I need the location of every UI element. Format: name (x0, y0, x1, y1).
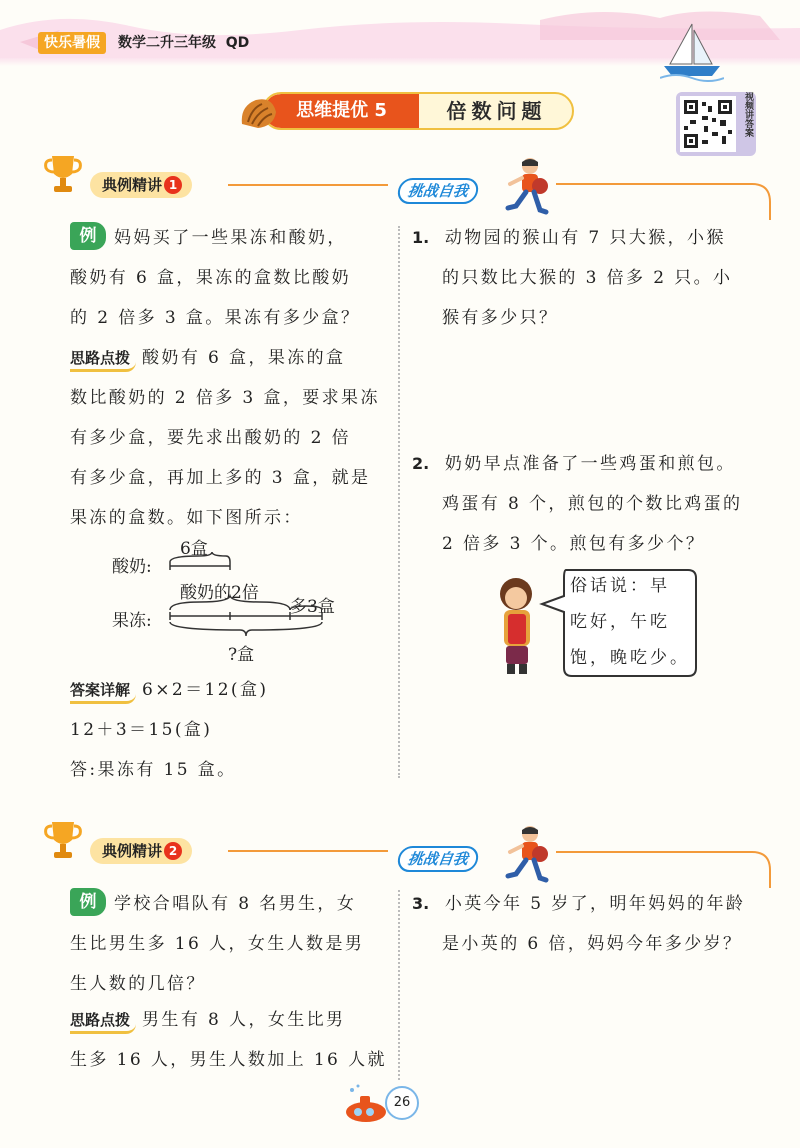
question-2-number: 2. (412, 454, 430, 473)
hint-label: 思路点拨 (70, 1009, 136, 1034)
section1-line-right (556, 180, 776, 220)
answer1-line: 答案详解 6×2＝12(盒) (70, 670, 390, 710)
answer1 (70, 670, 390, 790)
diagram-bottom: ?盒 (228, 645, 255, 665)
example1 (70, 218, 390, 338)
submarine-icon (340, 1082, 390, 1126)
hint-label: 思路点拨 (70, 347, 136, 372)
diagram-row2-label: 果冻: (112, 611, 152, 631)
section2-label-text: 典例精讲 (102, 842, 163, 860)
section2-challenge-badge: 挑战自我 (396, 846, 480, 872)
hint1-line: 有多少盒，要先求出酸奶的 2 倍 (70, 428, 352, 448)
question-1-number: 1. (412, 228, 430, 247)
section2-number: 2 (164, 842, 182, 860)
trophy-icon (44, 154, 82, 196)
hint1-line: 果冻的盒数。如下图所示： (70, 508, 303, 528)
hint2-line: 思路点拨 男生有 8 人，女生比男 (70, 1000, 400, 1040)
trophy-icon (44, 820, 82, 862)
example2 (70, 884, 390, 1004)
example2-line: 例 学校合唱队有 8 名男生，女 (70, 884, 390, 924)
hint1-line: 数比酸奶的 2 倍多 3 盒，要求果冻 (70, 388, 380, 408)
question-3-number: 3. (412, 894, 430, 913)
hint1 (70, 338, 400, 538)
question-2: 2. 奶奶早点准备了一些鸡蛋和煎包。 鸡蛋有 8 个，煎包的个数比鸡蛋的 2 倍多 3 个。煎包有多少个？ (412, 454, 743, 554)
qr-caption: 视频讲答案 (743, 92, 753, 137)
shell-icon (238, 94, 278, 130)
hint2-line: 生多 16 人，男生人数加上 16 人就 (70, 1050, 387, 1070)
section1-number: 1 (164, 176, 182, 194)
section1-label (90, 172, 192, 198)
example-badge: 例 (70, 222, 106, 250)
example2-line: 生人数的几倍？ (70, 974, 206, 994)
example-badge: 例 (70, 888, 106, 916)
section2-label (90, 838, 192, 864)
hint2 (70, 1000, 400, 1080)
diagram-lines (160, 552, 340, 642)
section1-label-text: 典例精讲 (102, 176, 163, 194)
example1-line: 酸奶有 6 盒，果冻的盒数比酸奶 (70, 268, 352, 288)
section1-line-left (228, 184, 388, 186)
question-1: 1. 动物园的猴山有 7 只大猴，小猴 的只数比大猴的 3 倍多 2 只。小 猴有多少只？ (412, 228, 733, 328)
diagram-row2-extra: 多3盒 (290, 597, 335, 617)
grandma-icon (492, 574, 542, 678)
speech-bubble-text: 俗话说：早 吃好，午吃 饱，晚吃少。 (570, 576, 690, 668)
section2-line-left (228, 850, 388, 852)
hint1-line: 思路点拨 酸奶有 6 盒，果冻的盒 (70, 338, 400, 378)
example2-line: 生比男生多 16 人，女生人数是男 (70, 934, 365, 954)
answer-label: 答案详解 (70, 679, 136, 704)
lesson-title-bar (262, 92, 574, 130)
page-number: 26 (385, 1086, 419, 1120)
example1-line: 例 妈妈买了一些果冻和酸奶， (70, 218, 390, 258)
answer1-line: 答:果冻有 15 盒。 (70, 760, 237, 780)
lesson-prefix: 思维提优 5 (264, 94, 419, 128)
series-title: 数学二升三年级 QD (118, 35, 250, 51)
answer1-line: 12＋3＝15(盒) (70, 720, 213, 740)
diagram-row2-top: 酸奶的2倍 (180, 583, 259, 603)
diagram-row1-label: 酸奶: (112, 557, 152, 577)
brand-badge: 快乐暑假 (38, 32, 106, 54)
question-3: 3. 小英今年 5 岁了，明年妈妈的年龄 是小英的 6 倍，妈妈今年多少岁？ (412, 894, 746, 954)
hint1-line: 有多少盒，再加上多的 3 盒，就是 (70, 468, 371, 488)
section1-challenge-badge: 挑战自我 (396, 178, 480, 204)
sailboat-icon (660, 20, 724, 82)
running-boy-icon (500, 824, 552, 884)
lesson-title: 倍数问题 (446, 99, 547, 123)
section2-line-right (556, 848, 776, 888)
running-boy-icon (500, 156, 552, 216)
diagram-row1-top: 6盒 (180, 539, 208, 559)
example1-line: 的 2 倍多 3 盒。果冻有多少盒？ (70, 308, 361, 328)
